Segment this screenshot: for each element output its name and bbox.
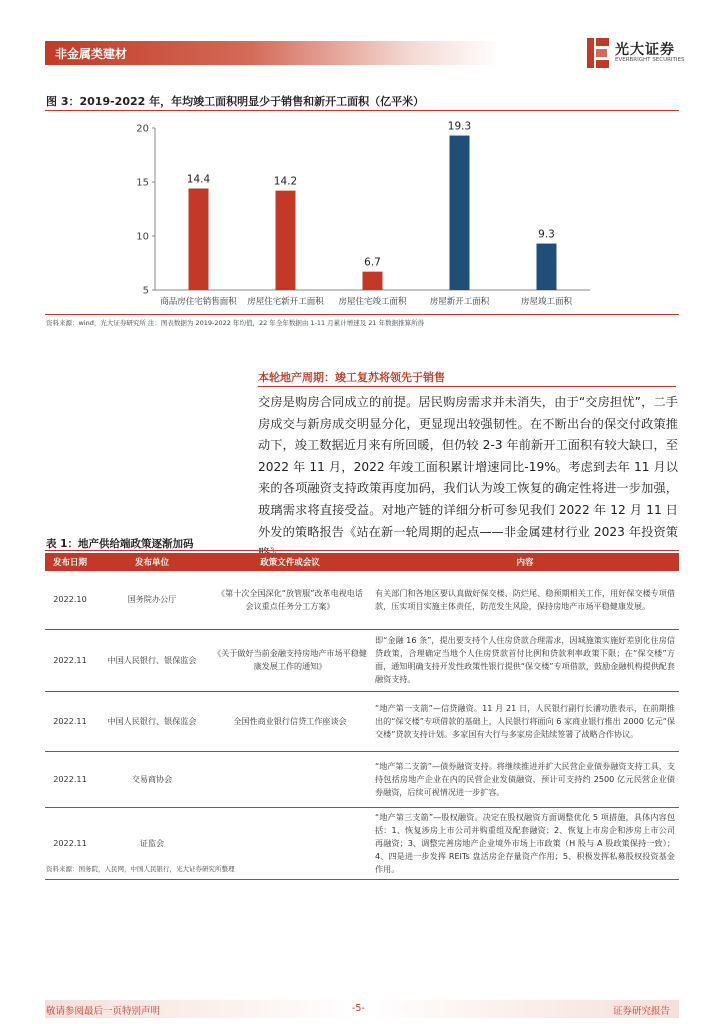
- table-row: [45, 629, 679, 691]
- x-tick-label: 商品房住宅销售面积: [160, 297, 237, 307]
- cell-date: 2022.11: [45, 629, 95, 691]
- policy-table: [45, 553, 679, 880]
- table-header-row: [45, 553, 679, 571]
- header-content: 内容: [371, 553, 679, 571]
- logo-mark-icon: [587, 38, 611, 68]
- table-title-rule: [45, 550, 679, 551]
- bar: [276, 191, 296, 290]
- page-number: -5-: [352, 1003, 365, 1014]
- cell-date: 2022.11: [45, 807, 95, 879]
- data-label: 19.3: [447, 120, 472, 133]
- section-title: 本轮地产周期：竣工复苏将领先于销售: [258, 371, 445, 384]
- bar: [537, 244, 557, 290]
- x-tick-label: 房屋新开工面积: [429, 297, 490, 307]
- broker-logo: [585, 36, 685, 70]
- header-band: [45, 41, 500, 65]
- figure-source-rule: [45, 314, 679, 315]
- table-row: [45, 691, 679, 751]
- cell-document: 全国性商业银行信贷工作座谈会: [209, 691, 371, 751]
- data-label: 6.7: [364, 256, 381, 269]
- header-date: 发布日期: [45, 553, 95, 571]
- section-body: 交房是购房合同成立的前提。居民购房需求并未消失，由于“交房担忧”，二手房成交与新房成交明显分化，更显现出较强韧性。在不断出台的保交付政策推动下，竣工数据近月来有所回暖，但仍较 2-3 年前新开工面积有较大缺口，至 2022 年 11 月，2022 年竣工面积累计增速同比-19%。考虑到去年 11 月以来的各项融资支持政策再度加码，我们认为竣工恢复的确定性将进一步加强，玻璃需求将直接受益。对地产链的详细分析可参见我们 2022 年 12 月 11 日外发的策略报告《站在新一轮周期的起点——非金属建材行业 2023 年投资策: [258, 395, 678, 539]
- footer-disclaimer: 敬请参阅最后一页特别声明: [46, 1006, 161, 1017]
- logo-text-en: EVERBRIGHT SECURITIES: [615, 57, 685, 63]
- cell-issuer: 中国人民银行、银保监会: [95, 629, 209, 691]
- section-title-rule: [258, 386, 676, 387]
- bar: [363, 272, 383, 290]
- bar: [450, 136, 470, 290]
- figure-source: 资料来源：wind，光大证券研究所 注：图表数据为 2019-2022 年均值，22 年全年数据由 1-11 月累计增速及 21 年数据推算所得: [46, 319, 425, 327]
- x-tick-label: 房屋住宅竣工面积: [338, 297, 407, 307]
- logo-text: 光大证券: [615, 42, 675, 58]
- cell-content: 即“金融 16 条”，提出要支持个人住房贷款合理需求，因城施策实施好差别化住房信贷政策，合理确定当地个人住房贷款首付比例和贷款利率政策下限；在“保交楼”方面，通知明确支持开发性政策性银行提供“保交楼”专项借款，鼓励金融机构提供配套融资支持。: [371, 629, 679, 691]
- cell-document: 《第十次全国深化“放管服”改革电视电话会议重点任务分工方案》: [209, 571, 371, 629]
- bar-chart: [120, 118, 600, 308]
- cell-content: 有关部门和各地区要认真做好保交楼、防烂尾、稳预期相关工作，用好保交楼专项借款，压实项目实施主体责任，防范发生风险，保持房地产市场平稳健康发展。: [371, 571, 679, 629]
- cell-content: “地产第二支箭”—债券融资支持。将继续推进并扩大民营企业债券融资支持工具，支持包括房地产企业在内的民营企业发债融资，预计可支持约 2500 亿元民营企业债券融资，后续可视情况进一步扩容。: [371, 751, 679, 807]
- cell-content: “地产第三支箭”—股权融资。决定在股权融资方面调整优化 5 项措施，具体内容包括：1、恢复涉房上市公司并购重组及配套融资；2、恢复上市房企和涉房上市公司再融资；3、调整完善房地产企业境外市场上市政策（H 股与 A 股政策保持一致）；4、四是进一步发挥 REITs 盘活房企存量资产作用；5、积极发挥私募股权投资基金作用。: [371, 807, 679, 879]
- table-source: 资料来源：国务院，人民网，中国人民银行，光大证券研究所整理: [46, 865, 235, 873]
- y-tick-label: 10: [136, 231, 149, 243]
- y-tick-label: 15: [136, 177, 149, 189]
- bar: [189, 188, 209, 290]
- cell-date: 2022.11: [45, 751, 95, 807]
- x-tick-label: 房屋竣工面积: [520, 297, 573, 307]
- cell-date: 2022.10: [45, 571, 95, 629]
- cell-issuer: 证监会: [95, 807, 209, 879]
- data-label: 9.3: [538, 228, 555, 241]
- header-issuer: 发布单位: [95, 553, 209, 571]
- cell-date: 2022.11: [45, 691, 95, 751]
- y-tick-label: 20: [136, 123, 149, 135]
- table-title: 表 1：地产供给端政策逐渐加码: [46, 538, 194, 550]
- cell-issuer: 交易商协会: [95, 751, 209, 807]
- x-tick-label: 房屋住宅新开工面积: [247, 297, 324, 307]
- cell-issuer: 国务院办公厅: [95, 571, 209, 629]
- cell-content: “地产第一支箭”—信贷融资。11 月 21 日，人民银行副行长潘功胜表示，在前期推出的“保交楼”专项借款的基础上，人民银行将面向 6 家商业银行推出 2000 亿元“保交楼”贷款支持计划。多家国有大行与多家房企陆续签署了战略合作协议。: [371, 691, 679, 751]
- table-row: [45, 571, 679, 629]
- cell-document: [209, 751, 371, 807]
- header-document: 政策文件或会议: [209, 553, 371, 571]
- report-category: 非金属类建材: [55, 47, 128, 61]
- data-label: 14.4: [186, 173, 211, 186]
- cell-issuer: 中国人民银行、银保监会: [95, 691, 209, 751]
- data-label: 14.2: [273, 175, 298, 188]
- footer-report-type: 证券研究报告: [613, 1006, 671, 1017]
- cell-document: 《关于做好当前金融支持房地产市场平稳健康发展工作的通知》: [209, 629, 371, 691]
- figure-title-rule: [45, 110, 679, 111]
- table-row: [45, 751, 679, 807]
- figure-title: 图 3：2019-2022 年，年均竣工面积明显少于销售和新开工面积（亿平米）: [46, 95, 425, 108]
- y-tick-label: 5: [142, 285, 149, 297]
